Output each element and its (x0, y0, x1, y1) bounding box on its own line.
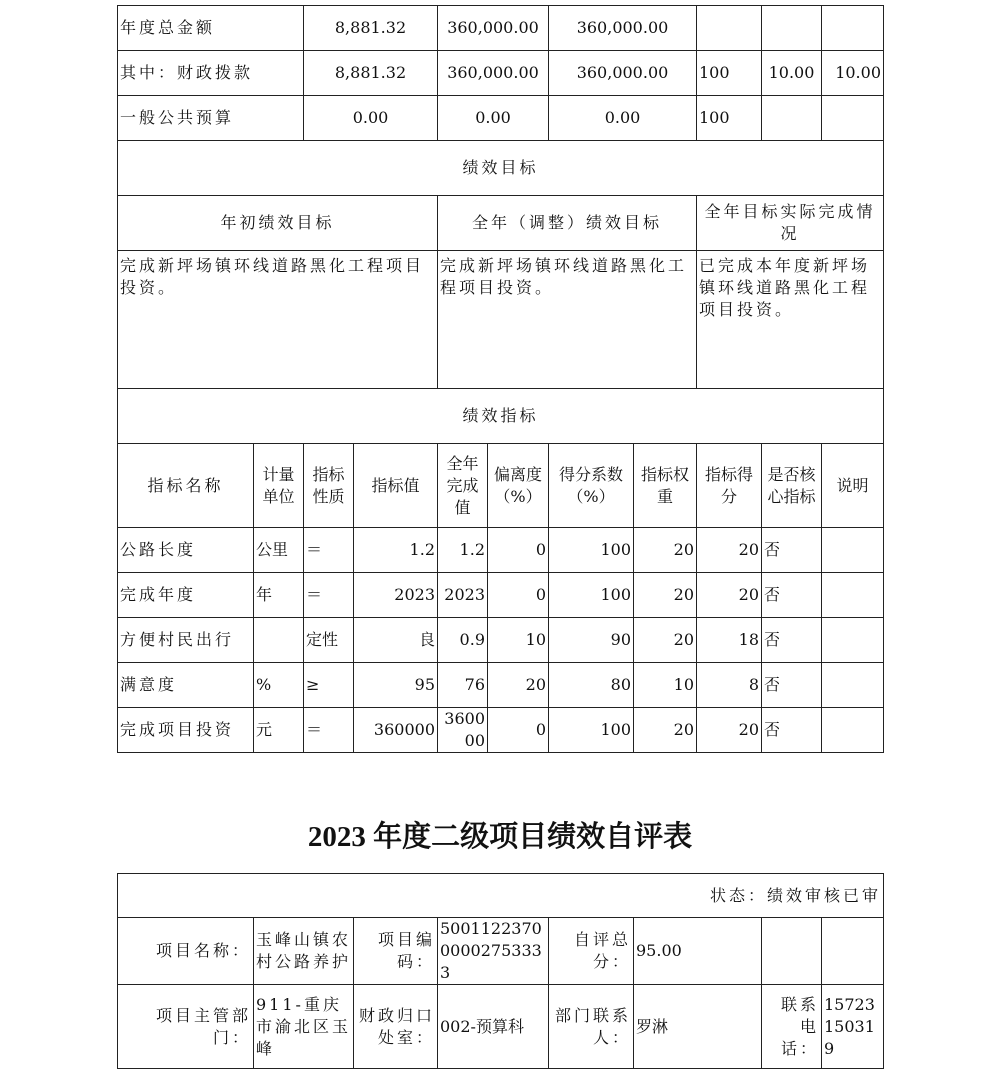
col-header: 得分系数（%） (549, 444, 634, 528)
fund-value: 360,000.00 (438, 6, 549, 51)
project-name: 玉峰山镇农村公路养护 (254, 918, 354, 985)
indicator-name: 完成项目投资 (118, 708, 254, 753)
finance-office-value: 002-预算科 (438, 985, 549, 1069)
indicator-note (822, 663, 884, 708)
self-score-label: 自评总分： (549, 918, 634, 985)
indicator-deviation: 0 (488, 708, 549, 753)
goals-col-initial: 年初绩效目标 (118, 196, 438, 251)
phone-value: 15723150319 (822, 985, 884, 1069)
indicator-target: 95 (354, 663, 438, 708)
indicator-nature: ＝ (304, 528, 354, 573)
indicator-weight: 10 (634, 663, 697, 708)
indicator-target: 2023 (354, 573, 438, 618)
indicator-note (822, 618, 884, 663)
indicator-weight: 20 (634, 708, 697, 753)
indicators-header-row (118, 444, 884, 528)
self-score: 95.00 (634, 918, 762, 985)
fund-value (822, 6, 884, 51)
performance-table-top (117, 5, 884, 444)
dept-value: 911-重庆市渝北区玉峰 (254, 985, 354, 1069)
indicator-nature: ＝ (304, 573, 354, 618)
fund-label: 年度总金额 (118, 6, 304, 51)
goal-adjusted-text: 完成新坪场镇环线道路黑化工程项目投资。 (438, 251, 697, 389)
indicator-core: 否 (762, 708, 822, 753)
blank-cell (762, 918, 822, 985)
fund-value: 100 (697, 51, 762, 96)
indicator-score: 8 (697, 663, 762, 708)
fund-value (822, 96, 884, 141)
finance-office-label: 财政归口处室： (354, 985, 438, 1069)
project-info-row (118, 918, 884, 985)
col-header: 全年完成值 (438, 444, 488, 528)
goal-initial-text: 完成新坪场镇环线道路黑化工程项目投资。 (118, 251, 438, 389)
goal-actual-text: 已完成本年度新坪场镇环线道路黑化工程项目投资。 (697, 251, 884, 389)
fund-label: 其中：财政拨款 (118, 51, 304, 96)
indicator-unit: 元 (254, 708, 304, 753)
indicator-actual: 2023 (438, 573, 488, 618)
phone-label: 联系电话： (762, 985, 822, 1069)
indicator-note (822, 528, 884, 573)
fund-value: 360,000.00 (438, 51, 549, 96)
indicator-target: 1.2 (354, 528, 438, 573)
indicator-name: 公路长度 (118, 528, 254, 573)
indicator-actual: 76 (438, 663, 488, 708)
blank-cell (822, 918, 884, 985)
indicator-name: 完成年度 (118, 573, 254, 618)
indicator-note (822, 708, 884, 753)
fund-row-fiscal (118, 51, 884, 96)
indicator-deviation: 10 (488, 618, 549, 663)
col-header: 指标得分 (697, 444, 762, 528)
indicator-unit: 年 (254, 573, 304, 618)
indicator-core: 否 (762, 618, 822, 663)
col-header: 偏离度（%） (488, 444, 549, 528)
contact-value: 罗淋 (634, 985, 762, 1069)
indicator-coef: 90 (549, 618, 634, 663)
fund-value: 0.00 (304, 96, 438, 141)
goals-col-adjusted: 全年（调整）绩效目标 (438, 196, 697, 251)
department-info-row (118, 985, 884, 1069)
fund-value: 8,881.32 (304, 6, 438, 51)
col-header: 计量单位 (254, 444, 304, 528)
indicator-core: 否 (762, 573, 822, 618)
indicator-weight: 20 (634, 618, 697, 663)
self-evaluation-table (117, 873, 884, 1069)
indicator-deviation: 0 (488, 573, 549, 618)
indicator-coef: 80 (549, 663, 634, 708)
fund-value: 360,000.00 (549, 51, 697, 96)
indicator-unit (254, 618, 304, 663)
col-header: 说明 (822, 444, 884, 528)
contact-label: 部门联系人： (549, 985, 634, 1069)
fund-value: 10.00 (822, 51, 884, 96)
goals-section-header: 绩效目标 (118, 141, 884, 196)
fund-value: 360,000.00 (549, 6, 697, 51)
indicator-core: 否 (762, 663, 822, 708)
indicator-score: 20 (697, 528, 762, 573)
fund-row-total (118, 6, 884, 51)
fund-value: 8,881.32 (304, 51, 438, 96)
fund-value (762, 96, 822, 141)
fund-value: 0.00 (438, 96, 549, 141)
indicator-deviation: 20 (488, 663, 549, 708)
indicator-core: 否 (762, 528, 822, 573)
fund-value: 0.00 (549, 96, 697, 141)
indicator-weight: 20 (634, 528, 697, 573)
indicator-note (822, 573, 884, 618)
project-code-label: 项目编码： (354, 918, 438, 985)
col-header: 指标性质 (304, 444, 354, 528)
status-text: 状态：绩效审核已审 (118, 874, 884, 918)
indicator-deviation: 0 (488, 528, 549, 573)
indicator-name: 方便村民出行 (118, 618, 254, 663)
indicator-row (118, 528, 884, 573)
indicator-coef: 100 (549, 573, 634, 618)
fund-value: 100 (697, 96, 762, 141)
fund-value: 10.00 (762, 51, 822, 96)
indicator-name: 满意度 (118, 663, 254, 708)
col-header: 是否核心指标 (762, 444, 822, 528)
indicator-unit: % (254, 663, 304, 708)
fund-value (762, 6, 822, 51)
fund-row-general-budget (118, 96, 884, 141)
indicator-score: 20 (697, 708, 762, 753)
indicator-actual: 360000 (438, 708, 488, 753)
goals-col-actual: 全年目标实际完成情况 (697, 196, 884, 251)
indicator-weight: 20 (634, 573, 697, 618)
indicator-nature: 定性 (304, 618, 354, 663)
dept-label: 项目主管部门： (118, 985, 254, 1069)
indicator-unit: 公里 (254, 528, 304, 573)
indicator-target: 良 (354, 618, 438, 663)
indicator-coef: 100 (549, 528, 634, 573)
fund-value (697, 6, 762, 51)
indicator-actual: 1.2 (438, 528, 488, 573)
indicator-target: 360000 (354, 708, 438, 753)
project-name-label: 项目名称： (118, 918, 254, 985)
col-header: 指标权重 (634, 444, 697, 528)
col-header: 指标名称 (118, 444, 254, 528)
indicators-table (117, 443, 884, 753)
indicator-coef: 100 (549, 708, 634, 753)
report-title: 2023 年度二级项目绩效自评表 (307, 821, 693, 853)
indicators-section-header: 绩效指标 (118, 389, 884, 444)
indicator-nature: ≥ (304, 663, 354, 708)
indicator-row (118, 708, 884, 753)
indicator-score: 20 (697, 573, 762, 618)
fund-label: 一般公共预算 (118, 96, 304, 141)
indicator-row (118, 663, 884, 708)
indicator-row (118, 573, 884, 618)
indicator-nature: ＝ (304, 708, 354, 753)
indicator-row (118, 618, 884, 663)
col-header: 指标值 (354, 444, 438, 528)
indicator-actual: 0.9 (438, 618, 488, 663)
indicator-score: 18 (697, 618, 762, 663)
project-code: 500112237000002753333 (438, 918, 549, 985)
